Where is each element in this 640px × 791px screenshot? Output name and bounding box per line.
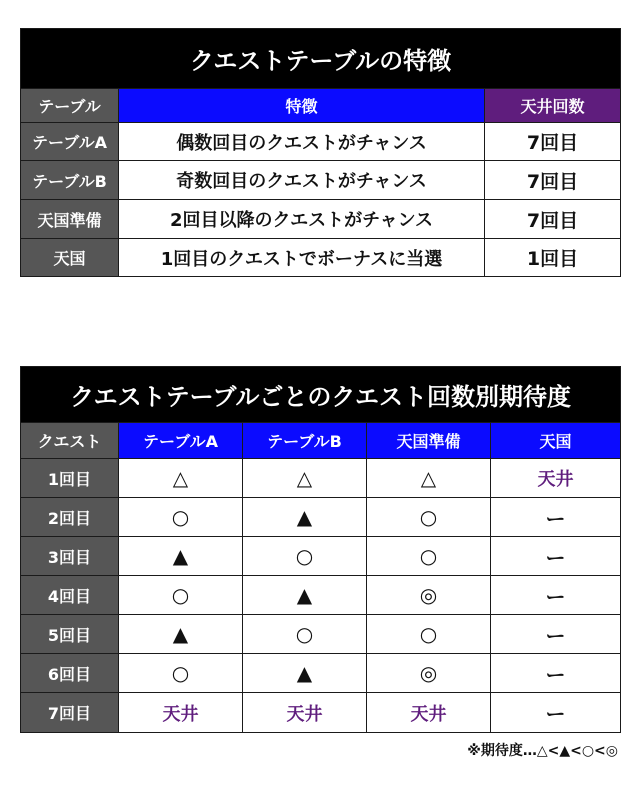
- expectation-cell: ▲: [119, 615, 243, 654]
- expectation-cell: 天井: [243, 693, 367, 733]
- row-label: テーブルB: [21, 161, 119, 200]
- row-label: 天国: [21, 239, 119, 277]
- table-row: [21, 200, 621, 239]
- expectation-cell: ○: [119, 576, 243, 615]
- expectation-cell: △: [119, 459, 243, 498]
- row-label: 2回目: [21, 498, 119, 537]
- table-features-title: クエストテーブルの特徴: [21, 29, 621, 89]
- expectation-cell: ー: [491, 615, 621, 654]
- expectation-cell: ー: [491, 654, 621, 693]
- table-row: [21, 239, 621, 277]
- ceiling-cell: 7回目: [485, 161, 621, 200]
- expectation-cell: 天井: [367, 693, 491, 733]
- expectation-cell: △: [367, 459, 491, 498]
- ceiling-cell: 1回目: [485, 239, 621, 277]
- table-features: [20, 28, 621, 277]
- expectation-cell: ○: [367, 615, 491, 654]
- expectation-cell: 天井: [491, 459, 621, 498]
- expectation-cell: ▲: [243, 576, 367, 615]
- expectation-cell: ー: [491, 498, 621, 537]
- table-expectation: [20, 366, 621, 733]
- row-label: 天国準備: [21, 200, 119, 239]
- expectation-cell: ー: [491, 693, 621, 733]
- expectation-cell: ○: [119, 654, 243, 693]
- header-ceiling: 天井回数: [485, 89, 621, 123]
- ceiling-cell: 7回目: [485, 123, 621, 161]
- table-row: [21, 123, 621, 161]
- header-heaven-prep: 天国準備: [367, 423, 491, 459]
- expectation-cell: ー: [491, 576, 621, 615]
- table-row: [21, 537, 621, 576]
- expectation-cell: ▲: [119, 537, 243, 576]
- row-label: 4回目: [21, 576, 119, 615]
- feature-cell: 偶数回目のクエストがチャンス: [119, 123, 485, 161]
- expectation-cell: ▲: [243, 498, 367, 537]
- feature-cell: 1回目のクエストでボーナスに当選: [119, 239, 485, 277]
- table-expectation-title: クエストテーブルごとのクエスト回数別期待度: [21, 367, 621, 423]
- expectation-cell: ○: [119, 498, 243, 537]
- header-heaven: 天国: [491, 423, 621, 459]
- expectation-legend-note: ※期待度…△<▲<○<◎: [467, 743, 618, 759]
- table-row: [21, 693, 621, 733]
- row-label: 5回目: [21, 615, 119, 654]
- table-row: [21, 459, 621, 498]
- feature-cell: 奇数回目のクエストがチャンス: [119, 161, 485, 200]
- expectation-cell: ▲: [243, 654, 367, 693]
- expectation-cell: 天井: [119, 693, 243, 733]
- row-label: 7回目: [21, 693, 119, 733]
- table-row: [21, 161, 621, 200]
- table-row: [21, 615, 621, 654]
- row-label: テーブルA: [21, 123, 119, 161]
- header-table-b: テーブルB: [243, 423, 367, 459]
- table-row: [21, 498, 621, 537]
- expectation-cell: ○: [243, 537, 367, 576]
- header-feature: 特徴: [119, 89, 485, 123]
- row-label: 3回目: [21, 537, 119, 576]
- table-row: [21, 576, 621, 615]
- row-label: 6回目: [21, 654, 119, 693]
- header-table-a: テーブルA: [119, 423, 243, 459]
- table-row: [21, 654, 621, 693]
- expectation-cell: ◎: [367, 576, 491, 615]
- row-label: 1回目: [21, 459, 119, 498]
- expectation-cell: ○: [367, 498, 491, 537]
- expectation-cell: ○: [367, 537, 491, 576]
- expectation-cell: △: [243, 459, 367, 498]
- header-quest: クエスト: [21, 423, 119, 459]
- expectation-cell: ◎: [367, 654, 491, 693]
- feature-cell: 2回目以降のクエストがチャンス: [119, 200, 485, 239]
- expectation-cell: ー: [491, 537, 621, 576]
- expectation-cell: ○: [243, 615, 367, 654]
- ceiling-cell: 7回目: [485, 200, 621, 239]
- header-table: テーブル: [21, 89, 119, 123]
